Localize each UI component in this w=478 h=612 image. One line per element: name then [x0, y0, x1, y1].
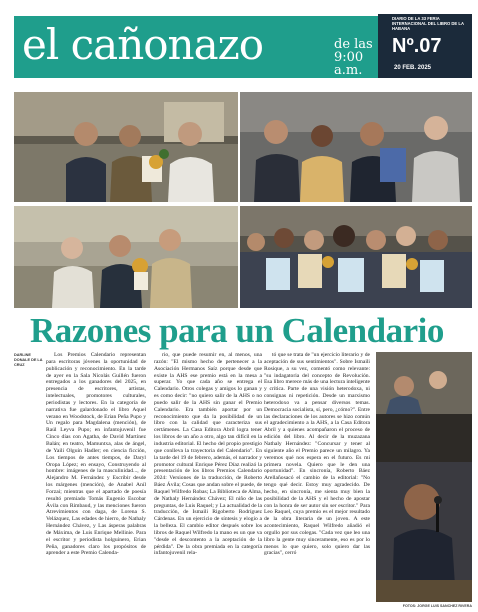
article-column-1 — [46, 352, 146, 557]
article-column-3 — [264, 352, 370, 557]
photo-credit: FOTOS: JORGE LUIS SANCHEZ RIVERA — [402, 604, 472, 608]
masthead — [0, 0, 478, 84]
article-column-2 — [154, 352, 262, 557]
newspaper-tagline — [334, 38, 378, 77]
tagline-line2: 9:00 a.m. — [334, 50, 364, 78]
article-headline: Razones para un Calendario — [30, 311, 444, 350]
award-photo-3 — [14, 206, 238, 308]
column-3-text: tó que se trata de "un ejercicio literario y de aceptación de sus sentimientos". Sobre Ismaili Rosique, a su vez, comentó como relevante: "su indagatoria del concepto de Revolución. Esa libro merece más de una lectura inteligente y crítica. Parte de una visión heterodoxa, ni consignas ni repetición. Desde un marxismo heterodoxo va a pensar diversos temas. Democracia socialista, sí, pero, ¿cómo?". Entre las declaraciones de los autores se hizo común el agradecimiento a la AHS, a la Casa Editora Abril y a quienes acompañaron el proceso de edición del libro. Al decir de la muzazana Nathaly Hernández: "Concursar y tener al siguiente año el Premio parece un milagro. Ya veremos qué nos espera en el futuro. Es mi primera novela. Quiero que le den una oportunidad". En sincronía, Roberto Báez Arellañosacó el cambio de la editorial: "No tengo qué decir. Estoy muy agradecido. De hecho, en sincronía, me sienta muy bien la posibilidad de la AHS y el hecho de apostar con la honra de ser autor sin ser escritor." Para Leo Raquel, cuya premio es el mejor resultado de la obra literaria de un joven. A este acontecimiento, Raquel Wilfredo añadió el orgullo por sus colegas. "Cada vez que leo una libro la gente muy sinceramente, eso es por lo menos lo que quiero, solo quiero dar las gracias", cerró — [264, 352, 370, 557]
issue-panel — [378, 14, 472, 78]
edition-line: DIARIO DE LA 33 FERIA INTERNACIONAL DEL LIBRO DE LA HABANA — [392, 16, 464, 31]
award-photo-5 — [376, 352, 472, 602]
award-photo-2 — [240, 92, 472, 202]
tagline-line1: de las — [334, 37, 373, 52]
column-2-text: rio, que puede resumir en, al menos, una razón: "El mismo hecho de pertenecer a la Asociación Hermanos Saíz porque desde que existe la AHS ese premio está en la mesa a superar. Yo que cada año se entrega el Calendario. Otros colegas y amigos lo ganan y es como decir: "no quiero salir de la AHS o no puedo salir de la AHS sin ganar el Premio Calendario. Era también aportar por un reconocimiento que da la posibilidad de un libro con la calidad que caracteriza sus certámenes. La Casa Editora Abril logra tener los libros de un año a otro, algo tan difícil en la industria editorial. El hecho del propio prestigio que conlleva la trayectoria del Calendario". En la tarde del 19 de febrero, además, el narrador y promotor cultural Enrique Pérez Díaz realizó la presentación de los libros Premios Calendario 2024: Versiones de la traducción, de Roberto Báez Ávila; Cosas que andan sobre el puede, de Raquel Wilfredo Robas; La Biblioteca de Alma, de Nathaly Hernández Chávez; El niño de las preguntas, de Luis Raquel; y La actualidad de la traducción, de Ismaili Rigoberto Rodríguez Cárdenas. En un ejercicio de síntesis y elogio a la belleza. El cambio editor después sobre los libros de Raquel Wilfredo la mano es un que va "desde el descontento a la aceptación de la pérdida". De la obra premiada en la categoría infantojuvenil rela- — [154, 352, 262, 557]
column-1-text: Los Premios Calendario representan para escritoras jóvenes la oportunidad de publicación y reconocimiento. En la tarde de ayer en la Sala Nicolás Guillén fueron entregados a los ganadores del 2025, en presencia de escritores, artistas, intelectuales, promotores culturales, periodistas y lectores. En la categoría de narrativa fue galardonado el libro Aquel verano en Woodstock, de Erian Peña Pupo y Un regalo para Magdalena (mención), de Raúl Leyva Pupo; en infantojuvenil fue Cinco días con Agatha, de David Martínez Balán; en teatro, Mamuntxa, alas de ángel, de Yaili Olguín Hadler; en ciencia ficción, Los tiempos de antes tiempos, de Daryl Oropa López; en ensayo, Construyendo al hombre: imágenes de la masculinidad..., de Alejandro M. Fernández y Escribir desde los márgenes (mención), de Anabel Aníl Forzai; mientras que el apartado de poesía resultó premiado Tomás Eugenio Escobar Ávila con Rimbaud, y las menciones fueron Atrevimientos con daga, de Lorena S. Velázquez, Las edades de hierro, de Nathaly Hernández Chávez, y Las ásperas palabras de Máxima, de Luis Enrique Mellinie. Para el escritor y periodista holguinero, Erian Peña, ganadores claro los propósitos de aprender a este Premio Calenda- — [46, 352, 146, 557]
article-byline: DARLINE DONALE DE LA CRUZ — [14, 353, 43, 367]
issue-number: Nº.07 — [392, 35, 442, 57]
award-photo-4 — [240, 206, 472, 308]
award-photo-1 — [14, 92, 238, 202]
newspaper-title: el cañonazo — [22, 20, 264, 69]
masthead-banner — [14, 16, 378, 78]
issue-date: 20 FEB. 2025 — [394, 65, 432, 71]
